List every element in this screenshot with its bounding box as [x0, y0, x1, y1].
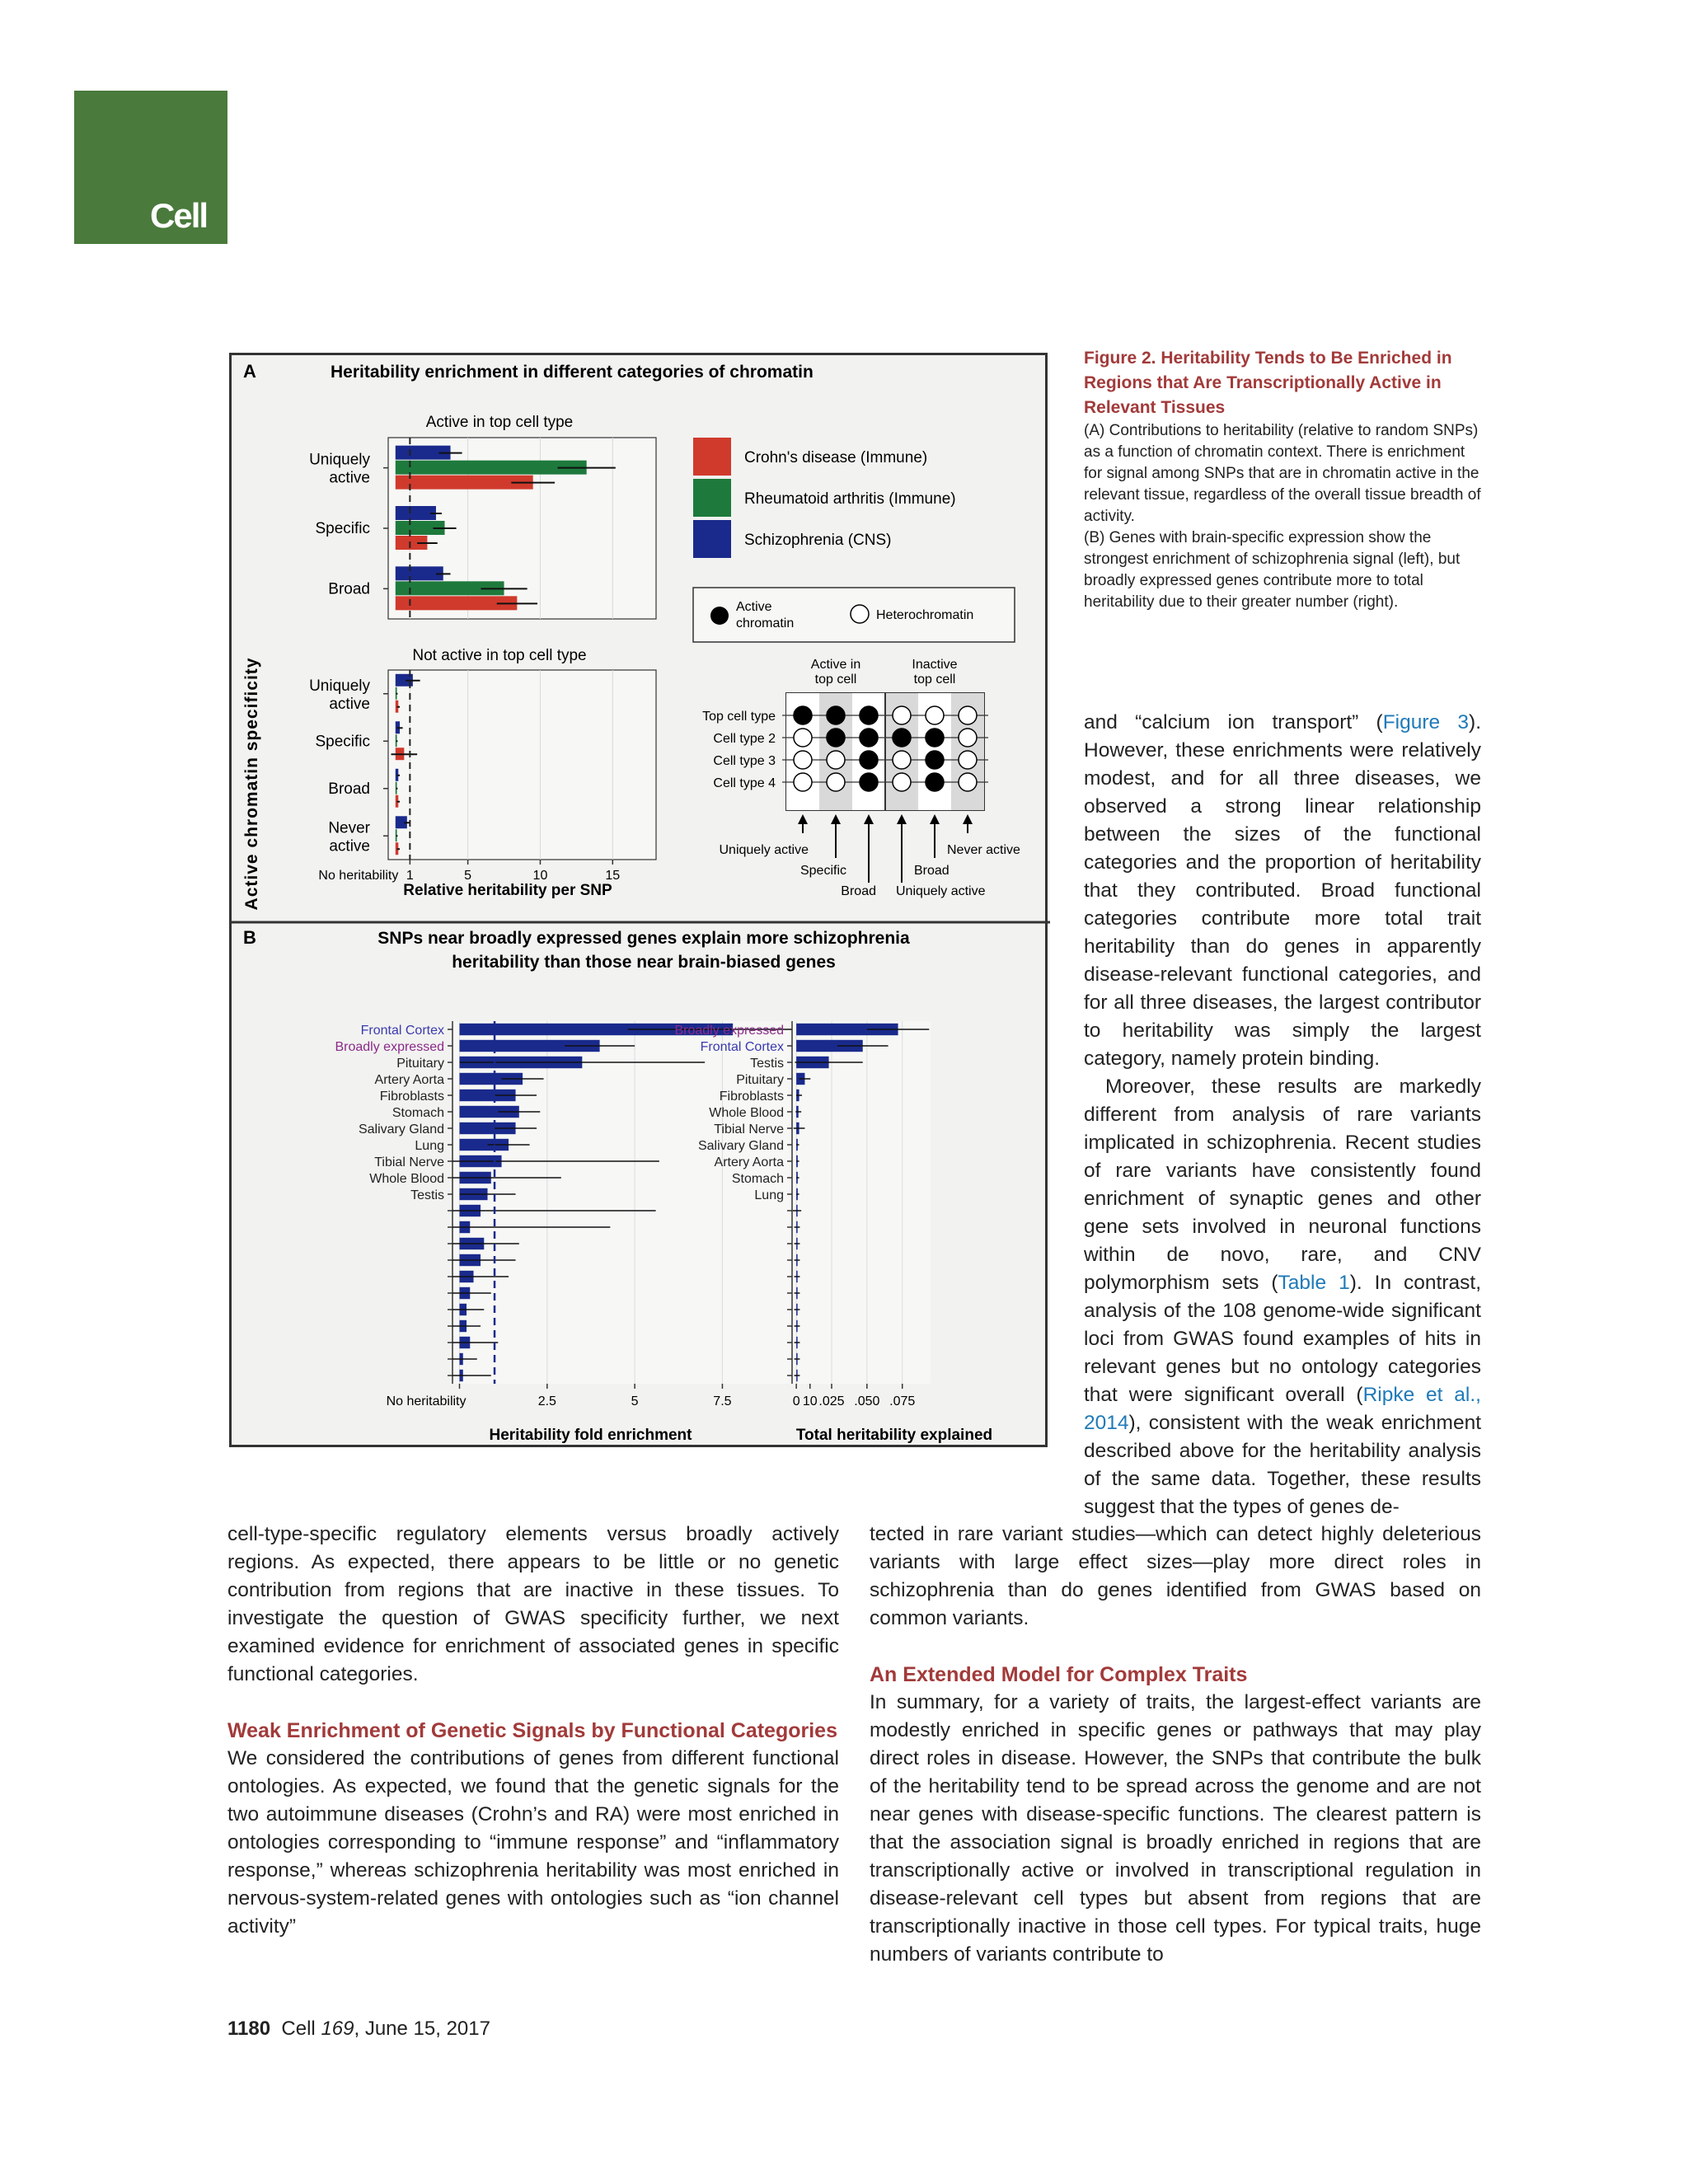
panel-a-ylabel: Active chromatin specificity [242, 657, 261, 911]
left-para-2: We considered the contributions of genes from different functional ontologies. As expected, we found that the genetic signals for the two autoimmune diseases (Crohn’s and RA) were most enriched in ontologies corresponding to “immune response” and “inflammatory response,” whereas schizophrenia heritability was most enriched in nervous-system-related genes with ontologies such as “ion channel activity” [227, 1747, 839, 1938]
active-chromatin-dot [860, 729, 878, 747]
chromatin-matrix [702, 658, 1020, 898]
heterochromatin-dot [959, 751, 977, 769]
x-tick-label: 2.5 [537, 1394, 556, 1408]
category-label: Testis [410, 1188, 444, 1202]
category-label: Artery Aorta [714, 1155, 784, 1169]
category-label: Broad [328, 580, 370, 598]
heterochromatin-dot [794, 751, 812, 769]
caption-b: (B) Genes with brain-specific expression show the strongest enrichment of schizophrenia signal (left), but broadly expressed genes contribute more to total heritability due to their greater number (right). [1084, 529, 1461, 611]
matrix-col-header-2: Inactive [912, 658, 958, 672]
cell-logo [74, 91, 227, 244]
x-tick-label: .075 [889, 1394, 916, 1408]
active-chromatin-line1: Active [736, 600, 772, 614]
heterochromatin-dot [827, 773, 845, 791]
category-label: Fibroblasts [379, 1090, 444, 1104]
active-chromatin-dot [860, 773, 878, 791]
heterochromatin-dot [959, 773, 977, 791]
arrow-head [831, 814, 841, 824]
panel-b-title-1: SNPs near broadly expressed genes explain more schizophrenia [377, 929, 910, 948]
panel-b-label: B [243, 927, 256, 948]
category-label: Pituitary [736, 1073, 784, 1087]
active-chromatin-dot [860, 706, 878, 724]
x-tick-label: 5 [464, 869, 472, 883]
category-label: Never [328, 819, 370, 837]
heterochromatin-dot [893, 751, 911, 769]
category-label: Broad [328, 780, 370, 798]
category-label: Testis [750, 1057, 784, 1071]
matrix-col-header-1b: top cell [814, 673, 857, 687]
caption-title: Figure 2. Heritability Tends to Be Enriched in Regions that Are Transcriptionally Active in Relevant Tissues [1084, 349, 1452, 417]
category-label: Tibial Nerve [714, 1122, 784, 1137]
category-label: Frontal Cortex [360, 1024, 444, 1038]
section-heading-extended-model: An Extended Model for Complex Traits [870, 1663, 1248, 1686]
label-specific: Specific [799, 864, 846, 878]
right-para-1: and “calcium ion transport” (Figure 3). However, these enrichments were relatively modest, and for all three diseases, we observed a strong linear relationship between the sizes of the functional categories and the proportion of heritability that they contributed. Broad functional categories contribute more total trait heritability than do genes in apparently disease-relevant functional categories, and for all three diseases, the largest contributor to heritability was simply the largest category, namely protein binding. [1084, 711, 1481, 1070]
active-chromatin-dot [827, 729, 845, 747]
matrix-row-label: Cell type 2 [713, 732, 776, 746]
figure-2 [229, 353, 1048, 1447]
active-chromatin-dot [860, 751, 878, 769]
category-label: Salivary Gland [358, 1122, 444, 1137]
matrix-col-header-2b: top cell [913, 673, 956, 687]
issue-date: , June 15, 2017 [354, 2018, 490, 2040]
legend-ra: Rheumatoid arthritis (Immune) [744, 490, 956, 508]
category-label: Fibroblasts [719, 1090, 784, 1104]
bottom-chart-title: Not active in top cell type [412, 647, 587, 664]
active-chromatin-line2: chromatin [736, 616, 795, 630]
page-footer [227, 2018, 490, 2041]
active-chromatin-dot [794, 706, 812, 724]
category-label: Broadly expressed [335, 1040, 444, 1054]
x-tick-label: 0 [792, 1394, 800, 1408]
label-broad-inactive: Broad [914, 864, 950, 878]
x-tick-label: .025 [818, 1394, 845, 1408]
category-label: Frontal Cortex [700, 1040, 784, 1054]
heterochromatin-dot [794, 773, 812, 791]
right-para-2: Moreover, these results are markedly different from analysis of rare variants implicated in schizophrenia. Recent studies of rare variants have consistently found enrichment of synaptic genes and other gene sets involved in neuronal functions within de novo, rare, and CNV polymorphism sets (Table 1). In contrast, analysis of the 108 genome-wide significant loci from GWAS found examples of hits in relevant genes but no ontology categories that were significant overall (Ripke et al., 2014), consistent with the weak enrichment described above for the heritability analysis of the same data. Together, these results suggest that the types of genes de- [1084, 1076, 1481, 1518]
matrix-row-label: Cell type 3 [713, 754, 776, 768]
active-chromatin-dot [926, 751, 944, 769]
category-label: Broadly expressed [674, 1024, 784, 1038]
category-label: Tibial Nerve [374, 1155, 444, 1169]
panel-b-title-2: heritability than those near brain-biased genes [452, 953, 836, 972]
category-label-2: active [329, 469, 370, 487]
category-label: Salivary Gland [697, 1139, 784, 1153]
left-column [227, 1521, 839, 1941]
category-label: Artery Aorta [374, 1073, 444, 1087]
plot-frame [792, 1021, 931, 1384]
heterochromatin-dot [893, 773, 911, 791]
x-tick-label-zero: No heritability [386, 1394, 467, 1408]
mid-para-2: In summary, for a variety of traits, the largest-effect variants are modestly enriched in specific genes or pathways that may play direct roles in disease. However, the SNPs that contribute the bulk of the heritability tend to be spread across the genome and are not near genes with disease-specific functions. The clearest pattern is that the association signal is broadly enriched in regions that are transcriptionally active or involved in transcriptional regulation in disease-relevant cell types but absent from regions that are transcriptionally inactive in those cell types. For typical traits, huge numbers of variants contribute to [870, 1691, 1481, 1966]
heterochromatin-dot [959, 729, 977, 747]
arrow-head [930, 814, 940, 824]
legend-swatch-crohns [693, 438, 731, 476]
page-number: 1180 [227, 2018, 271, 2040]
disease-legend [693, 438, 956, 558]
active-chromatin-dot [827, 706, 845, 724]
category-label: Pituitary [396, 1057, 444, 1071]
caption-a: (A) Contributions to heritability (relative to random SNPs) as a function of chromatin context. There is enrichment for signal among SNPs that are in chromatin active in the relevant tissue, regardless of the overall tissue breadth of activity. [1084, 422, 1481, 525]
arrow-head [963, 814, 973, 824]
label-uniquely-active-inactive: Uniquely active [896, 884, 986, 898]
x-axis-title: Total heritability explained [795, 1427, 993, 1444]
x-tick-label: 5 [631, 1394, 639, 1408]
x-tick-label: .050 [854, 1394, 880, 1408]
x-tick-label-zero: No heritability [318, 869, 399, 883]
heterochromatin-dot [851, 605, 869, 623]
legend-swatch-scz [693, 520, 731, 558]
matrix-col-header-1: Active in [810, 658, 861, 672]
matrix-row-label: Top cell type [702, 710, 776, 724]
right-column [1084, 709, 1481, 1521]
heterochromatin-dot [794, 729, 812, 747]
x-tick-label: 1 [406, 869, 414, 883]
chromatin-legend [693, 588, 1015, 642]
heterochromatin-label: Heterochromatin [876, 608, 974, 622]
legend-scz: Schizophrenia (CNS) [744, 532, 892, 549]
legend-swatch-ra [693, 479, 731, 517]
volume: 169 [321, 2018, 354, 2040]
heterochromatin-dot [827, 751, 845, 769]
category-label: Specific [315, 733, 370, 751]
arrow-head [897, 814, 907, 824]
bar-schizophrenia [396, 506, 436, 520]
category-label: Whole Blood [369, 1172, 444, 1186]
category-label: Lung [415, 1139, 444, 1153]
figure-caption [1084, 346, 1481, 613]
cell-logo-text: Cell [150, 196, 208, 235]
category-label: Specific [315, 520, 370, 537]
figure-3-link[interactable]: Figure 3 [1382, 711, 1470, 733]
journal-name: Cell [281, 2018, 316, 2040]
x-tick-label: 7.5 [713, 1394, 732, 1408]
arrow-head [798, 814, 808, 824]
ripke-2014-link[interactable]: Ripke et al., 2014 [1084, 1384, 1481, 1434]
label-broad: Broad [841, 884, 876, 898]
category-label: Uniquely [309, 677, 370, 695]
category-label: Uniquely [309, 451, 370, 469]
section-heading-weak-enrichment: Weak Enrichment of Genetic Signals by Functional Categories [227, 1719, 837, 1742]
label-uniquely-active: Uniquely active [719, 843, 809, 857]
legend-crohns: Crohn's disease (Immune) [744, 449, 928, 466]
x-tick-label: 15 [605, 869, 621, 883]
top-chart-title: Active in top cell type [425, 414, 574, 431]
active-chromatin-dot [926, 729, 944, 747]
category-label: Stomach [392, 1106, 444, 1120]
plot-frame [388, 670, 656, 860]
active-chromatin-dot [710, 607, 729, 625]
category-label: Lung [754, 1188, 784, 1202]
label-never-active: Never active [947, 843, 1020, 857]
category-label-2: active [329, 837, 370, 855]
mid-para-1: tected in rare variant studies—which can detect highly deleterious variants with large effect sizes—play more direct roles in schizophrenia than do genes identified from GWAS based on common variants. [870, 1523, 1481, 1629]
active-chromatin-dot [893, 729, 911, 747]
x-tick-label: 10 [532, 869, 548, 883]
chart-active-top [309, 438, 656, 619]
active-chromatin-dot [926, 773, 944, 791]
x-axis-title: Heritability fold enrichment [489, 1427, 692, 1444]
middle-column [870, 1521, 1481, 1969]
arrow-head [864, 814, 874, 824]
panel-a-title: Heritability enrichment in different categories of chromatin [331, 363, 814, 382]
x-tick-label: 10 [802, 1394, 818, 1408]
heterochromatin-dot [959, 706, 977, 724]
panel-a-xlabel: Relative heritability per SNP [403, 882, 612, 899]
panel-a-label: A [243, 361, 256, 382]
left-para-1: cell-type-specific regulatory elements versus broadly actively regions. As expected, there appears to be little or no genetic contribution from regions that are inactive in these tissues. To investigate the question of GWAS specificity further, we next examined evidence for enrichment of associated genes in specific functional categories. [227, 1523, 839, 1685]
table-1-link[interactable]: Table 1 [1278, 1272, 1350, 1294]
category-label: Whole Blood [709, 1106, 784, 1120]
chart-not-active [309, 670, 656, 883]
figure-2-svg [232, 355, 1050, 1450]
heterochromatin-dot [926, 706, 944, 724]
heterochromatin-dot [893, 706, 911, 724]
category-label: Stomach [731, 1172, 784, 1186]
category-label-2: active [329, 695, 370, 713]
matrix-row-label: Cell type 4 [713, 776, 776, 790]
